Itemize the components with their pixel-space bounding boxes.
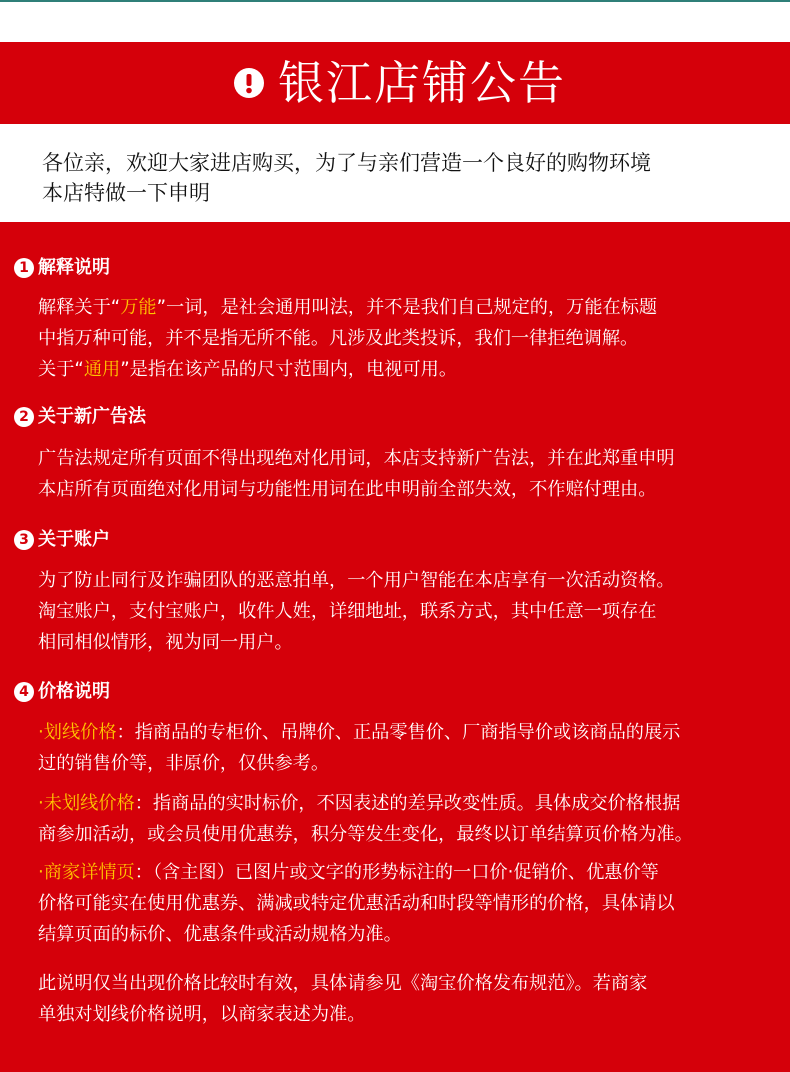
text-line (38, 857, 675, 888)
text-line: 广告法规定所有页面不得出现绝对化用词，本店支持新广告法，并在此郑重申明 (38, 448, 675, 469)
text-line: 价格可能实在使用优惠券、满减或特定优惠活动和时段等情形的价格，具体请以 (38, 893, 675, 914)
text-segment: 解释关于“ (38, 297, 121, 318)
number-badge: 1 (14, 258, 34, 278)
text-line: 此说明仅当出现价格比较时有效，具体请参见《淘宝价格发布规范》。若商家 (38, 973, 648, 994)
section-heading (14, 405, 146, 429)
section-title: 价格说明 (38, 681, 110, 702)
intro-notice (0, 124, 790, 222)
number-badge: 3 (14, 530, 34, 550)
exclamation-icon (234, 68, 264, 98)
text-line: 结算页面的标价、优惠条件或活动规格为准。 (38, 924, 402, 945)
highlight-term: ·未划线价格 (38, 793, 135, 814)
price-item-unstruck (38, 788, 693, 850)
text-segment: ：指商品的实时标价，不因表述的差异改变性质。具体成交价格根据 (134, 793, 681, 814)
number-badge: 2 (14, 407, 34, 427)
text-line: 中指万种可能，并不是指无所不能。凡涉及此类投诉，我们一律拒绝调解。 (38, 328, 639, 349)
text-line (38, 292, 657, 323)
text-segment: ：（含主图）已图片或文字的形势标注的一口价·促销价、优惠价等 (134, 862, 659, 883)
section-text (38, 292, 657, 385)
text-segment: ：指商品的专柜价、吊牌价、正品零售价、厂商指导价或该商品的展示 (116, 722, 681, 743)
announcement-banner (0, 42, 790, 124)
text-line (38, 717, 680, 748)
page-title: 银江店铺公告 (278, 56, 566, 110)
text-line: 淘宝账户，支付宝账户，收件人姓，详细地址，联系方式，其中任意一项存在 (38, 601, 657, 622)
section-heading (14, 256, 110, 280)
section-text (38, 443, 675, 505)
text-segment: ”一词，是社会通用叫法，并不是我们自己规定的，万能在标题 (156, 297, 658, 318)
highlight-term: 万能 (120, 297, 157, 318)
highlight-term: 通用 (83, 359, 121, 380)
text-line (38, 354, 657, 385)
intro-line-1: 各位亲，欢迎大家进店购买，为了与亲们营造一个良好的购物环境 (42, 151, 651, 175)
section-title: 关于账户 (38, 529, 110, 550)
section-title: 关于新广告法 (38, 406, 146, 427)
price-item-detail-page (38, 857, 675, 950)
text-line: 本店所有页面绝对化用词与功能性用词在此申明前全部失效，不作赔付理由。 (38, 479, 657, 500)
section-heading (14, 528, 110, 552)
section-heading (14, 680, 110, 704)
text-line: 为了防止同行及诈骗团队的恶意拍单，一个用户智能在本店享有一次活动资格。 (38, 570, 675, 591)
highlight-term: ·商家详情页 (38, 862, 135, 883)
text-segment: 关于“ (38, 359, 84, 380)
text-segment: ”是指在该产品的尺寸范围内，电视可用。 (120, 359, 458, 380)
text-line: 商参加活动，或会员使用优惠券，积分等发生变化，最终以订单结算页价格为准。 (38, 824, 693, 845)
notice-body (0, 222, 790, 1072)
section-title: 解释说明 (38, 257, 110, 278)
price-item-strikethrough (38, 717, 680, 779)
number-badge: 4 (14, 682, 34, 702)
text-line: 单独对划线价格说明，以商家表述为准。 (38, 1004, 366, 1025)
text-line (38, 788, 693, 819)
price-footnote (38, 968, 647, 1030)
text-line: 相同相似情形，视为同一用户。 (38, 632, 293, 653)
banner-content (234, 56, 566, 110)
intro-line-2: 本店特做一下申明 (42, 181, 210, 205)
top-divider (0, 0, 790, 2)
highlight-term: ·划线价格 (38, 722, 117, 743)
text-line: 过的销售价等，非原价，仅供参考。 (38, 753, 330, 774)
section-text (38, 565, 675, 658)
